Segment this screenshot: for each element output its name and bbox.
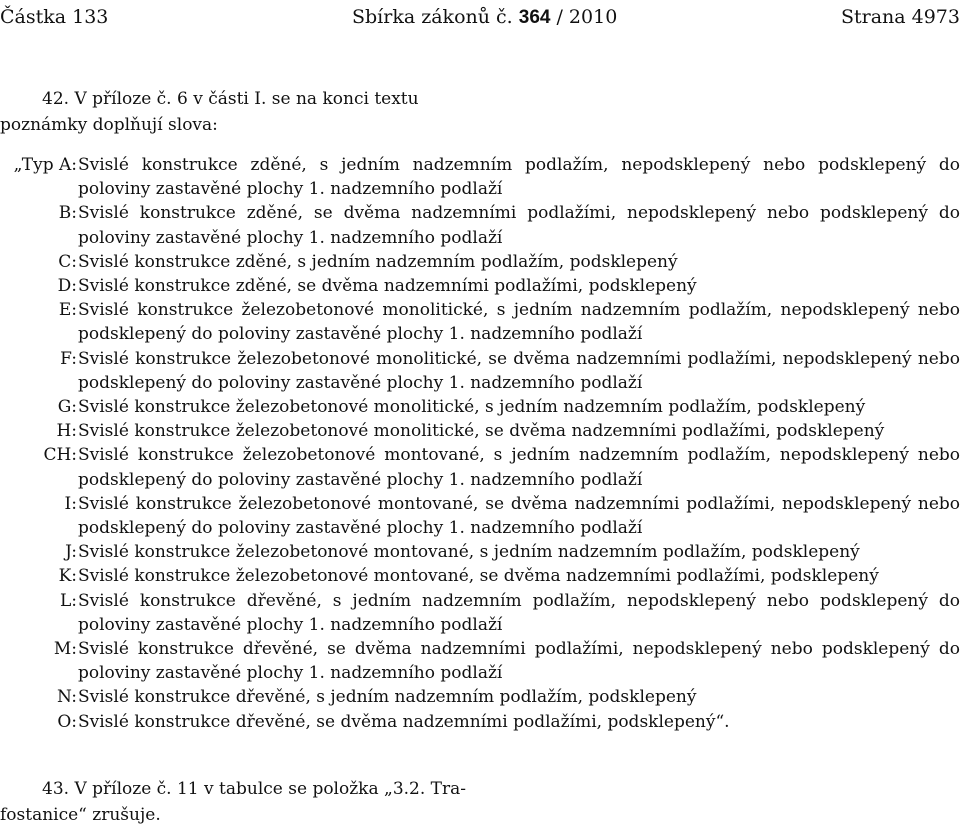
building-type-description: Svislé konstrukce dřevěné, se dvěma nadzemními podlažími, nepodsklepený nebo podsklepený do poloviny zastavěné plochy 1. nadzemního podlaží [78, 639, 960, 684]
building-type-item [0, 201, 960, 249]
building-type-item [0, 419, 960, 443]
building-type-item [0, 298, 960, 346]
building-type-description: Svislé konstrukce železobetonové montované, s jedním nadzemním podlažím, nepodsklepený nebo podsklepený do poloviny zastavěné plochy 1. nadzemního podlaží [78, 445, 960, 490]
building-type-description: Svislé konstrukce zděné, se dvěma nadzemními podlažími, podsklepený [78, 276, 697, 297]
building-type-description: Svislé konstrukce železobetonové montované, s jedním nadzemním podlažím, podsklepený [78, 542, 860, 563]
building-type-code: CH: [43, 445, 77, 466]
building-type-item [0, 347, 960, 395]
building-type-item [0, 540, 960, 564]
building-type-code: I: [64, 493, 77, 514]
collection-prefix: Sbírka zákonů č. [352, 6, 513, 28]
amendment-43 [0, 776, 480, 828]
building-type-list [0, 153, 960, 734]
building-type-item [0, 443, 960, 491]
amendment-42-line-2: poznámky doplňují slova: [0, 115, 218, 135]
amendment-42 [0, 86, 480, 138]
building-type-description: Svislé konstrukce zděné, s jedním nadzemním podlažím, nepodsklepený nebo podsklepený do poloviny zastavěné plochy 1. nadzemního podlaží [78, 155, 960, 200]
building-type-description: Svislé konstrukce železobetonové montované, se dvěma nadzemními podlažími, nepodsklepený nebo podsklepený do poloviny zastavěné plochy 1. nadzemního podlaží [78, 493, 960, 539]
building-type-item [0, 589, 960, 637]
building-type-item [0, 153, 960, 201]
building-type-code: M: [53, 639, 77, 660]
amendment-43-line-2: fostanice“ zrušuje. [0, 805, 161, 825]
page-number: Strana 4973 [840, 6, 960, 28]
building-type-code: E: [58, 300, 77, 321]
building-type-description: Svislé konstrukce dřevěné, se dvěma nadzemními podlažími, podsklepený“. [78, 711, 730, 732]
building-type-description: Svislé konstrukce železobetonové monolitické, se dvěma nadzemními podlažími, nepodsklepený nebo podsklepený do poloviny zastavěné plochy 1. nadzemního podlaží [78, 348, 960, 393]
building-type-description: Svislé konstrukce železobetonové monolitické, s jedním nadzemním podlažím, podsklepený [78, 397, 866, 418]
building-type-description: Svislé konstrukce železobetonové monolitické, s jedním nadzemním podlažím, nepodsklepený nebo podsklepený do poloviny zastavěné plochy 1. nadzemního podlaží [78, 300, 960, 345]
law-year: / 2010 [550, 6, 618, 28]
building-type-code: O: [57, 711, 77, 732]
building-type-item [0, 710, 960, 734]
building-type-code: D: [57, 276, 77, 297]
building-type-description: Svislé konstrukce dřevěné, s jedním nadzemním podlažím, podsklepený [78, 687, 697, 708]
building-type-code: K: [58, 566, 77, 587]
law-number: 364 [518, 7, 551, 28]
building-type-code: H: [56, 421, 77, 442]
collection-title [352, 2, 617, 33]
building-type-code: F: [60, 348, 77, 369]
building-type-code: B: [58, 203, 77, 224]
building-type-code: N: [57, 687, 77, 708]
building-type-description: Svislé konstrukce dřevěné, s jedním nadzemním podlažím, nepodsklepený nebo podsklepený do poloviny zastavěné plochy 1. nadzemního podlaží [78, 590, 960, 635]
building-type-description: Svislé konstrukce železobetonové monolitické, se dvěma nadzemními podlažími, podsklepený [78, 421, 885, 442]
building-type-item [0, 564, 960, 588]
building-type-description: Svislé konstrukce zděné, se dvěma nadzemními podlažími, nepodsklepený nebo podsklepený do poloviny zastavěné plochy 1. nadzemního podlaží [78, 203, 960, 248]
building-type-item [0, 274, 960, 298]
building-type-item [0, 250, 960, 274]
amendment-43-line-1: 43. V příloze č. 11 v tabulce se položka „3.2. Tra- [42, 779, 467, 799]
building-type-code: „Typ A: [13, 155, 77, 175]
building-type-description: Svislé konstrukce železobetonové montované, se dvěma nadzemními podlažími, podsklepený [78, 566, 879, 587]
building-type-code: L: [59, 590, 77, 611]
building-type-item [0, 492, 960, 540]
building-type-description: Svislé konstrukce zděné, s jedním nadzemním podlažím, podsklepený [78, 251, 678, 272]
building-type-code: C: [58, 251, 77, 272]
amendment-42-line-1: 42. V příloze č. 6 v části I. se na konci textu [42, 89, 419, 109]
building-type-code: G: [57, 397, 77, 418]
building-type-item [0, 685, 960, 709]
building-type-item [0, 637, 960, 685]
building-type-code: J: [65, 542, 77, 563]
building-type-item [0, 395, 960, 419]
issue-part-label: Částka 133 [0, 6, 109, 28]
page-header [0, 2, 960, 32]
